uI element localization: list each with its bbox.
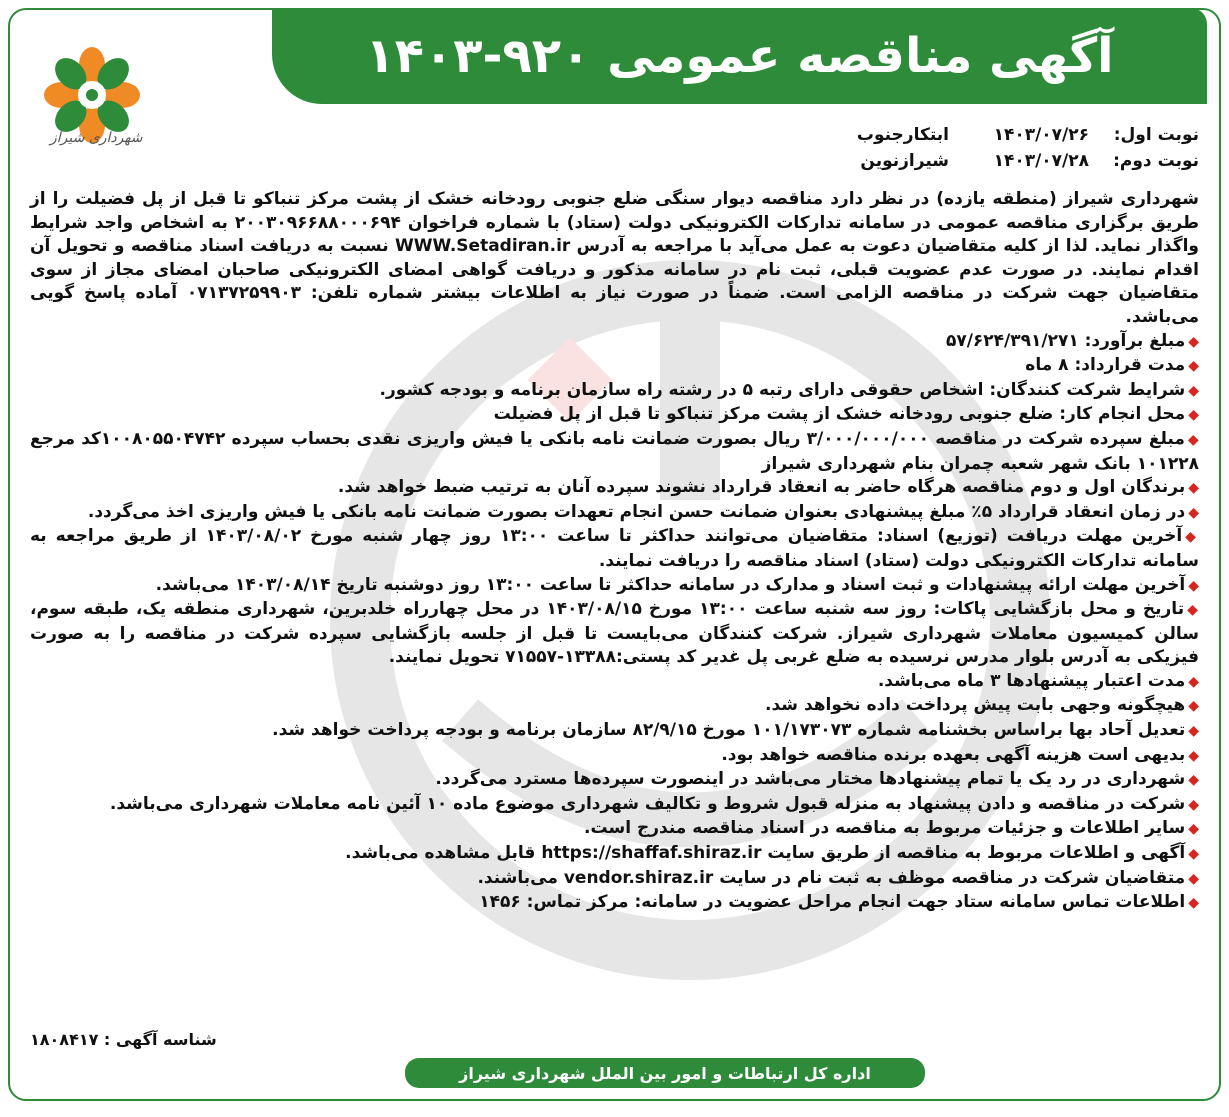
round-row: [857, 122, 1199, 148]
list-item: ◆در زمان انعقاد قرارداد ۵٪ مبلغ پیشنهادی بعنوان ضمانت حسن انجام تعهدات بصورت ضمانت نامه بانکی یا فیش واریزی اخذ می‌گردد.: [87, 501, 1199, 522]
diamond-bullet-icon: ◆: [1187, 602, 1199, 619]
diamond-bullet-icon: ◆: [1188, 673, 1199, 690]
diamond-bullet-icon: ◆: [1188, 382, 1199, 399]
diamond-bullet-icon: ◆: [1188, 772, 1199, 789]
diamond-bullet-icon: ◆: [1188, 358, 1199, 375]
diamond-bullet-icon: ◆: [1188, 870, 1199, 887]
list-item: ◆اطلاعات تماس سامانه ستاد جهت انجام مراحل عضویت در سامانه: مرکز تماس: ۱۴۵۶: [479, 892, 1199, 913]
footer-text: اداره کل ارتباطات و امور بین الملل شهرداری شیراز: [459, 1063, 871, 1083]
diamond-bullet-icon: ◆: [1185, 529, 1199, 546]
list-item: ◆آگهی و اطلاعات مربوط به مناقصه از طریق سایت https://shaffaf.shiraz.ir قابل مشاهده می‌باشد.: [345, 843, 1199, 864]
list-item: ◆شهرداری در رد یک یا تمام پیشنهادها مختار می‌باشد در اینصورت سپرده‌ها مسترد می‌گردد.: [435, 769, 1199, 790]
round-label: نوبت دوم:: [1113, 151, 1199, 171]
conditions-list: [30, 330, 1199, 916]
diamond-bullet-icon: ◆: [1188, 504, 1199, 521]
round-date: ۱۴۰۳/۰۷/۲۶: [993, 125, 1089, 145]
list-item: ◆تعدیل آحاد بها براساس بخشنامه شماره ۱۰۱/۱۷۳۰۷۳ مورخ ۸۲/۹/۱۵ سازمان برنامه و بودجه پرداخت خواهد شد.: [272, 720, 1199, 741]
diamond-bullet-icon: ◆: [1188, 333, 1199, 350]
intro-paragraph: شهرداری شیراز (منطقه یازده) در نظر دارد مناقصه دیوار سنگی ضلع جنوبی رودخانه خشک از پشت مرکز تنباکو تا قبل از پل فضیلت را از طریق برگزاری مناقصه عمومی در سامانه تدارکات الکترونیکی دولت (ستاد) با شماره فراخوان ۲۰۰۳۰۹۶۶۸۸۰۰۰۶۹۴ به اشخاص واجد شرایط واگذار نماید. لذا از کلیه متقاضیان دعوت به عمل می‌آید با مراجعه به آدرس WWW.Setadiran.ir نسبت به دریافت اسناد مناقصه و تحویل آن اقدام نمایند. در صورت عدم عضویت قبلی، ثبت نام در سامانه مذکور و دریافت گواهی امضای الکترونیکی صاحبان امضای مجاز از سوی متقاضیان جهت شرکت در مناقصه الزامی است. ضمناً در صورت نیاز به اطلاعات بیشتر شماره تلفن: ۰۷۱۳۷۲۵۹۹۰۳ آماده پاسخ گویی می‌باشد.: [30, 189, 1200, 327]
diamond-bullet-icon: ◆: [1188, 698, 1199, 715]
list-item: ◆مدت اعتبار پیشنهادها ۳ ماه می‌باشد.: [877, 670, 1199, 691]
diamond-bullet-icon: ◆: [1188, 480, 1199, 497]
diamond-bullet-icon: ◆: [1188, 895, 1199, 912]
list-item: ◆آخرین مهلت ارائه پیشنهادات و ثبت اسناد و مدارک در سامانه حداکثر تا ساعت ۱۳:۰۰ روز دوشنبه تاریخ ۱۴۰۳/۰۸/۱۴ می‌باشد.: [155, 574, 1199, 595]
list-item: ◆مدت قرارداد: ۸ ماه: [1025, 355, 1199, 376]
footer-bar: [405, 1058, 925, 1088]
diamond-bullet-icon: ◆: [1188, 846, 1199, 863]
list-item: ◆شرایط شرکت کنندگان: اشخاص حقوقی دارای رتبه ۵ در رشته راه سازمان برنامه و بودجه کشور.: [379, 379, 1199, 400]
list-item: ◆مبلغ سپرده شرکت در مناقصه ۳/۰۰۰/۰۰۰/۰۰۰ ریال بصورت ضمانت نامه بانکی یا فیش واریزی نقدی بحساب سپرده ۱۰۰۸۰۵۵۰۴۷۴۲کد مرجع ۱۰۱۲۲۸ بانک شهر شعبه چمران بنام شهرداری شیراز: [30, 428, 1199, 474]
round-date: ۱۴۰۳/۰۷/۲۸: [993, 151, 1089, 171]
round-newspaper: شیرازنوین: [860, 151, 949, 171]
logo-caption: شهرداری شیراز: [50, 130, 143, 146]
list-item: ◆شرکت در مناقصه و دادن پیشنهاد به منزله قبول شروط و تکالیف شهرداری موضوع ماده ۱۰ آئین نامه معاملات شهرداری می‌باشد.: [109, 793, 1199, 814]
diamond-bullet-icon: ◆: [1188, 723, 1199, 740]
page-title: آگهی مناقصه عمومی ۹۲۰-۱۴۰۳: [365, 28, 1114, 84]
diamond-bullet-icon: ◆: [1188, 821, 1199, 838]
diamond-bullet-icon: ◆: [1188, 407, 1199, 424]
round-label: نوبت اول:: [1113, 125, 1199, 145]
diamond-bullet-icon: ◆: [1188, 577, 1199, 594]
list-item: ◆تاریخ و محل بازگشایی پاکات: روز سه شنبه ساعت ۱۳:۰۰ مورخ ۱۴۰۳/۰۸/۱۵ در محل چهارراه خلدبرین، شهرداری منطقه یک، طبقه سوم، سالن کمیسیون معاملات شهرداری شیراز. شرکت کنندگان می‌بایست تا قبل از جلسه بازگشایی سپرده شرکت در مناقصه را به صورت فیزیکی به آدرس بلوار مدرس نرسیده به ضلع غربی پل غدیر کد پستی:۱۳۳۸۸-۷۱۵۵۷ تحویل نمایند.: [30, 599, 1199, 668]
list-item: ◆برندگان اول و دوم مناقصه هرگاه حاضر به انعقاد قرارداد نشوند سپرده آنان به ترتیب ضبط خواهد شد.: [337, 477, 1199, 498]
diamond-bullet-icon: ◆: [1188, 796, 1199, 813]
publication-rounds: [857, 122, 1199, 174]
list-item: ◆محل انجام کار: ضلع جنوبی رودخانه خشک از پشت مرکز تنباکو تا قبل از پل فضیلت: [493, 404, 1199, 425]
diamond-bullet-icon: ◆: [1188, 747, 1199, 764]
round-row: [857, 148, 1199, 174]
list-item: ◆بدیهی است هزینه آگهی بعهده برنده مناقصه خواهد بود.: [721, 744, 1199, 765]
list-item: ◆هیچگونه وجهی بابت پیش پرداخت داده نخواهد شد.: [765, 695, 1199, 716]
list-item: ◆مبلغ برآورد: ۵۷/۶۲۴/۳۹۱/۲۷۱: [945, 330, 1199, 351]
shiraz-municipality-logo: [32, 30, 152, 170]
round-newspaper: ابتکارجنوب: [856, 125, 949, 145]
tender-notice: [8, 8, 1221, 1101]
title-banner: [272, 8, 1207, 104]
notice-body: [30, 188, 1199, 916]
list-item: ◆آخرین مهلت دریافت (توزیع) اسناد: متقاضیان می‌توانند حداکثر تا ساعت ۱۳:۰۰ روز چهار شنبه مورخ ۱۴۰۳/۰۸/۰۲ از طریق مراجعه به سامانه تدارکات الکترونیکی دولت (ستاد) اسناد مناقصه را دریافت نمایند.: [30, 526, 1199, 571]
diamond-bullet-icon: ◆: [1187, 431, 1199, 448]
ad-identifier: شناسه آگهی : ۱۸۰۸۴۱۷: [30, 1030, 217, 1049]
list-item: ◆سایر اطلاعات و جزئیات مربوط به مناقصه در اسناد مناقصه مندرج است.: [584, 818, 1199, 839]
list-item: ◆متقاضیان شرکت در مناقصه موظف به ثبت نام در سایت vendor.shiraz.ir می‌باشند.: [477, 867, 1199, 888]
